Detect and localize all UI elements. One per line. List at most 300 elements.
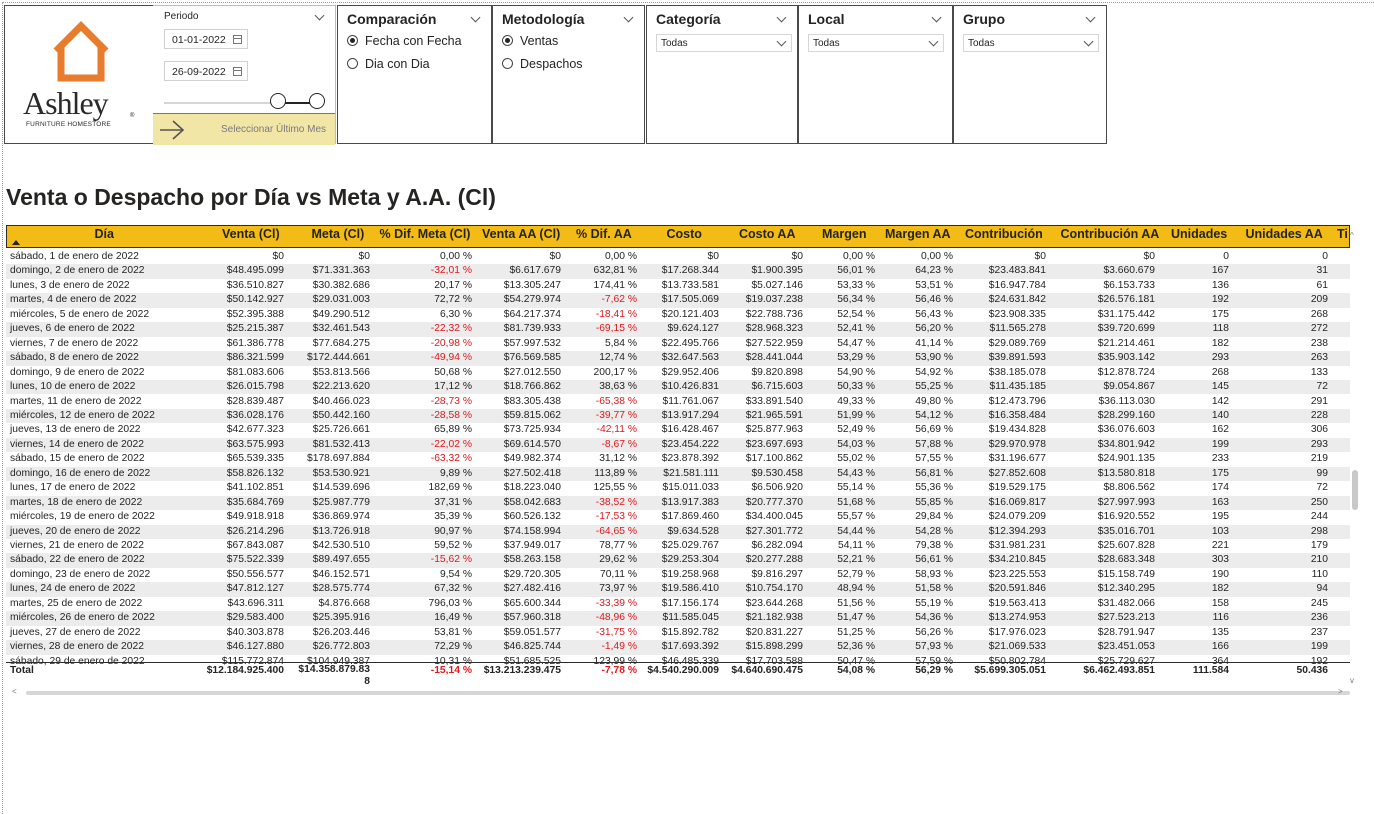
table-row[interactable] [6,640,1350,654]
chevron-down-icon[interactable] [315,11,325,21]
value-cell: 51,99 % [837,409,875,421]
value-cell: $115.772.874 [221,655,284,667]
value-cell: $34.210.845 [988,554,1046,566]
radio-selected-icon [347,35,358,46]
value-cell: $27.502.418 [503,467,561,479]
value-cell: $20.591.846 [988,583,1046,595]
value-cell: $36.510.827 [226,279,284,291]
value-cell: $16.358.484 [988,409,1046,421]
value-cell: $5.027.146 [751,279,803,291]
column-header[interactable]: Unidades [1171,227,1228,241]
value-cell: $25.029.767 [661,540,719,551]
value-cell: $36.028.176 [226,409,284,421]
value-cell: 55,19 % [915,597,953,609]
value-cell: 31,12 % [599,453,637,465]
value-cell: $13.305.247 [503,279,561,291]
value-cell: $9.820.898 [751,366,803,378]
table-row[interactable] [6,626,1350,640]
value-cell: $35.903.142 [1097,352,1155,364]
radio-unselected-icon [347,58,358,69]
periodo-slicer [153,5,336,144]
value-cell: -33,39 % [595,597,637,609]
value-cell: $3.660.679 [1103,265,1155,277]
value-cell: $17.693.392 [661,641,719,653]
day-cell: martes, 4 de enero de 2022 [10,294,137,306]
value-cell: 250 [1310,496,1328,508]
value-cell: 268 [1310,308,1328,320]
value-cell: $29.089.769 [988,337,1046,349]
value-cell: $34.400.045 [745,511,803,523]
value-cell: 199 [1310,641,1328,653]
value-cell: $27.301.772 [745,525,803,537]
value-cell: -15,62 % [430,554,472,566]
column-header[interactable]: Costo AA [739,227,796,241]
chevron-down-icon[interactable] [777,13,787,23]
value-cell: 228 [1310,409,1328,421]
value-cell: 29,84 % [915,511,953,523]
column-header[interactable]: % Dif. Meta (Cl) [379,227,471,241]
column-header[interactable]: % Dif. AA [576,227,632,241]
value-cell: 174 [1211,482,1229,494]
radio-unselected-icon [502,58,513,69]
scroll-up-arrow-icon[interactable]: ^ [1350,231,1354,240]
value-cell: $9.054.867 [1103,381,1155,393]
value-cell: $49.918.918 [226,511,284,523]
value-cell: $23.225.553 [988,568,1046,580]
value-cell: $25.729.627 [1097,655,1155,667]
day-cell: lunes, 10 de enero de 2022 [10,381,136,393]
value-cell: 133 [1310,366,1328,378]
day-cell: sábado, 8 de enero de 2022 [10,352,139,364]
value-cell: 12,74 % [599,352,637,364]
day-cell: domingo, 16 de enero de 2022 [10,467,151,479]
day-cell: jueves, 20 de enero de 2022 [10,525,141,537]
value-cell: 209 [1310,294,1328,306]
total-value-cell: $13.213.239.475 [483,665,561,676]
table-row[interactable] [6,525,1350,539]
table-row[interactable] [6,279,1350,293]
total-value-cell: 111.584 [1192,665,1229,676]
value-cell: -65,38 % [595,395,637,407]
table-row[interactable] [6,423,1350,437]
column-header[interactable]: Margen [822,227,867,241]
table-row[interactable] [6,308,1350,322]
value-cell: 236 [1310,612,1328,624]
value-cell: 268 [1211,366,1229,378]
value-cell: $11.761.067 [662,395,719,407]
value-cell: $6.715.603 [751,381,803,393]
total-value-cell: $4.540.290.009 [647,665,719,676]
total-value-cell: -15,14 % [430,665,472,676]
value-cell: $0 [272,251,284,262]
value-cell: $29.720.305 [503,568,561,580]
value-cell: $28.299.160 [1097,409,1155,421]
value-cell: $65.600.344 [503,597,561,609]
value-cell: 9,54 % [439,568,472,580]
value-cell: 57,55 % [915,453,953,465]
column-header[interactable]: Contribución [965,227,1043,241]
value-cell: -28,58 % [430,409,472,421]
value-cell: 51,68 % [837,496,875,508]
value-cell: -64,65 % [595,525,637,537]
column-header[interactable]: Costo [666,227,702,241]
value-cell: $6.617.679 [509,265,561,277]
value-cell: -8,67 % [601,438,637,450]
chevron-down-icon[interactable] [471,13,481,23]
value-cell: -20,98 % [430,337,472,349]
value-cell: $19.037.238 [745,294,803,306]
table-row[interactable] [6,351,1350,365]
chevron-down-icon [929,37,939,47]
table-row[interactable] [6,510,1350,524]
slider-end-handle[interactable] [309,93,325,109]
value-cell: $104.949.387 [307,655,370,667]
value-cell: $58.263.158 [503,554,561,566]
value-cell: $11.435.185 [989,381,1046,393]
value-cell: 54,03 % [837,438,875,450]
end-date-value: 26-09-2022 [172,66,226,78]
value-cell: $19.586.410 [661,583,719,595]
value-cell: $46.485.339 [661,655,719,667]
value-cell: $37.949.017 [503,540,561,551]
value-cell: $24.631.842 [988,294,1046,306]
value-cell: 293 [1211,352,1229,364]
value-cell: $46.127.880 [226,641,284,653]
column-header[interactable]: Contribución AA [1060,227,1160,241]
column-header[interactable]: Ti [1337,227,1348,241]
value-cell: 56,69 % [915,424,953,436]
column-header[interactable]: Meta (Cl) [311,227,365,241]
value-cell: 72,29 % [434,641,472,653]
value-cell: $39.720.699 [1097,323,1155,335]
value-cell: 50,68 % [434,366,472,378]
value-cell: 72 [1316,482,1328,494]
slider-start-handle[interactable] [270,93,286,109]
value-cell: $20.831.227 [745,626,803,638]
start-date-input[interactable] [164,29,248,49]
table-row[interactable] [6,452,1350,466]
table-row[interactable] [6,611,1350,625]
last-month-button[interactable] [153,113,335,145]
value-cell: -39,77 % [595,409,637,421]
table-row[interactable] [6,467,1350,481]
logo-registered-mark: ® [130,113,135,119]
categoria-dropdown[interactable] [656,34,792,52]
day-cell: martes, 25 de enero de 2022 [10,597,143,609]
value-cell: 54,28 % [915,525,953,537]
value-cell: $47.812.127 [226,583,284,595]
table-body[interactable] [6,250,1350,667]
value-cell: 175 [1211,308,1229,320]
value-cell: 49,33 % [837,395,875,407]
table-row[interactable] [6,438,1350,452]
horizontal-scrollbar[interactable] [26,691,1350,695]
column-header[interactable]: Día [94,227,114,241]
value-cell: $17.976.023 [988,626,1046,638]
total-value-cell: $12.184.925.400 [206,665,284,676]
scroll-right-arrow-icon[interactable]: > [1338,687,1343,696]
value-cell: $12.394.293 [988,525,1046,537]
value-cell: -42,11 % [596,424,637,436]
total-label: Total [10,665,34,676]
value-cell: $28.683.348 [1097,554,1155,566]
value-cell: $8.806.562 [1103,482,1155,494]
table-row[interactable] [6,409,1350,423]
value-cell: 135 [1211,626,1229,638]
value-cell: $35.016.701 [1097,525,1155,537]
value-cell: 140 [1211,409,1229,421]
value-cell: 55,85 % [915,496,953,508]
value-cell: $64.217.374 [503,308,561,320]
value-cell: $25.877.963 [745,424,803,436]
value-cell: $28.441.044 [745,352,803,364]
value-cell: $0 [1143,251,1155,262]
value-cell: 54,12 % [915,409,953,421]
value-cell: 192 [1211,294,1229,306]
value-cell: 175 [1211,467,1229,479]
day-cell: lunes, 3 de enero de 2022 [10,279,130,291]
value-cell: $17.703.588 [745,655,803,667]
day-cell: sábado, 15 de enero de 2022 [10,453,145,465]
value-cell: $0 [549,251,561,262]
value-cell: 55,02 % [837,453,875,465]
value-cell: $19.563.413 [988,597,1046,609]
table-row[interactable] [6,337,1350,351]
value-cell: $27.482.416 [503,583,561,595]
value-cell: $25.987.779 [312,496,370,508]
value-cell: $49.290.512 [312,308,370,320]
value-cell: 199 [1211,438,1229,450]
value-cell: 57,93 % [915,641,953,653]
calendar-icon[interactable] [233,67,242,76]
radio-label: Despachos [520,57,583,71]
value-cell: $76.569.585 [503,352,561,364]
value-cell: 163 [1211,496,1229,508]
value-cell: -32,01 % [430,265,472,277]
value-cell: 200,17 % [593,366,637,378]
value-cell: $35.684.769 [226,496,284,508]
value-cell: 5,84 % [604,337,637,349]
value-cell: 52,79 % [837,568,875,580]
total-value-cell: $4.640.690.475 [731,665,803,676]
value-cell: 237 [1310,626,1328,638]
value-cell: 219 [1310,453,1328,465]
last-month-label: Seleccionar Último Mes [221,124,327,135]
value-cell: 54,36 % [915,612,953,624]
table-row[interactable] [6,264,1350,278]
value-cell: 174,41 % [593,279,637,291]
table-row[interactable] [6,380,1350,394]
day-cell: miércoles, 19 de enero de 2022 [10,511,155,523]
value-cell: -22,02 % [430,438,472,450]
value-cell: 142 [1211,395,1229,407]
end-date-input[interactable] [164,61,248,81]
value-cell: $31.175.442 [1097,308,1155,320]
table-row[interactable] [6,322,1350,336]
table-row[interactable] [6,568,1350,582]
value-cell: 59,52 % [434,540,472,551]
value-cell: $26.772.803 [312,641,370,653]
total-value-cell: 50.436 [1296,665,1328,676]
value-cell: 55,36 % [915,482,953,494]
value-cell: $17.869.460 [661,511,719,523]
value-cell: -63,32 % [430,453,472,465]
value-cell: 244 [1310,511,1328,523]
grupo-dropdown[interactable] [963,34,1099,52]
value-cell: 79,38 % [915,540,953,551]
value-cell: 116 [1212,612,1229,624]
value-cell: $13.726.918 [312,525,370,537]
table-row[interactable] [6,582,1350,596]
value-cell: -18,41 % [595,308,637,320]
value-cell: -31,75 % [595,626,637,638]
value-cell: $17.156.174 [661,597,719,609]
canvas-border-top [2,2,1374,3]
value-cell: $26.015.798 [226,381,284,393]
radio-despachos[interactable] [502,57,583,71]
value-cell: 31 [1316,265,1328,277]
value-cell: 35,39 % [434,511,472,523]
chevron-down-icon[interactable] [1086,13,1096,23]
radio-dia-con-dia[interactable] [347,57,430,71]
value-cell: $31.981.231 [988,540,1046,551]
value-cell: -17,53 % [595,511,637,523]
value-cell: 52,36 % [837,641,875,653]
categoria-title: Categoría [656,11,721,27]
chevron-down-icon[interactable] [932,13,942,23]
value-cell: 162 [1211,424,1229,436]
value-cell: 17,12 % [434,381,472,393]
value-cell: 0 [1322,251,1328,262]
value-cell: $6.282.094 [751,540,803,551]
value-cell: 56,81 % [915,467,953,479]
value-cell: 233 [1211,453,1229,465]
value-cell: 136 [1211,279,1229,291]
value-cell: $89.497.655 [312,554,370,566]
value-cell: $29.970.978 [988,438,1046,450]
local-slicer [798,5,953,144]
value-cell: 245 [1310,597,1328,609]
value-cell: $15.898.299 [745,641,803,653]
value-cell: $23.644.268 [745,597,803,609]
radio-fecha-con-fecha[interactable] [347,34,462,48]
value-cell: -49,94 % [430,352,472,364]
value-cell: 90,97 % [434,525,472,537]
value-cell: 49,80 % [915,395,953,407]
value-cell: 54,47 % [837,337,875,349]
value-cell: $19.434.828 [988,424,1046,436]
value-cell: 67,32 % [434,583,472,595]
value-cell: 179 [1310,540,1328,551]
value-cell: $25.607.828 [1097,540,1155,551]
value-cell: $29.952.406 [661,366,719,378]
value-cell: $63.575.993 [226,438,284,450]
table-row[interactable] [6,293,1350,307]
value-cell: 55,57 % [837,511,875,523]
value-cell: $9.624.127 [667,323,719,335]
value-cell: $42.530.510 [312,540,370,551]
table-row[interactable] [6,553,1350,567]
table-row[interactable] [6,496,1350,510]
value-cell: 56,43 % [915,308,953,320]
value-cell: $59.051.577 [503,626,561,638]
scroll-down-arrow-icon[interactable]: v [1350,676,1354,685]
column-header[interactable]: Venta (Cl) [222,227,280,241]
value-cell: $39.891.593 [988,352,1046,364]
column-header[interactable]: Venta AA (Cl) [482,227,561,241]
value-cell: 158 [1211,597,1229,609]
day-cell: sábado, 29 de enero de 2022 [10,655,145,667]
value-cell: $21.069.533 [988,641,1046,653]
value-cell: $22.788.736 [745,308,803,320]
value-cell: $34.801.942 [1097,438,1155,450]
value-cell: $23.697.693 [745,438,803,450]
vertical-scrollbar[interactable] [1352,470,1358,510]
value-cell: $27.012.550 [503,366,561,378]
logo-name: Ashley [23,85,108,121]
grupo-slicer [953,5,1107,144]
value-cell: $58.826.132 [226,467,284,479]
value-cell: 632,81 % [593,265,637,277]
table-row[interactable] [6,395,1350,409]
column-header[interactable]: Margen AA [885,227,951,241]
table-row[interactable] [6,539,1350,553]
chevron-down-icon[interactable] [624,13,634,23]
value-cell: $40.303.878 [226,626,284,638]
local-dropdown[interactable] [808,34,944,52]
value-cell: 364 [1211,655,1229,667]
value-cell: $13.580.818 [1097,467,1155,479]
value-cell: $1.900.395 [751,265,803,277]
arrow-right-icon [158,119,186,141]
value-cell: $74.158.994 [503,525,561,537]
value-cell: $0 [358,251,370,262]
value-cell: $32.647.563 [661,352,719,364]
calendar-icon[interactable] [233,35,242,44]
value-cell: $59.815.062 [503,409,561,421]
radio-label: Ventas [520,34,559,48]
day-cell: viernes, 21 de enero de 2022 [10,540,144,551]
value-cell: $15.158.749 [1097,568,1155,580]
value-cell: $77.684.275 [312,337,370,349]
value-cell: $22.495.766 [661,337,719,349]
value-cell: $21.965.591 [745,409,803,421]
value-cell: -69,15 % [595,323,637,335]
value-cell: $51.685.525 [503,655,561,667]
table-row[interactable] [6,366,1350,380]
value-cell: $42.677.323 [226,424,284,436]
table-row[interactable] [6,250,1350,264]
value-cell: $46.152.571 [312,568,370,580]
value-cell: $17.505.069 [661,294,719,306]
value-cell: 52,41 % [837,323,875,335]
value-cell: -7,62 % [601,294,637,306]
table-row[interactable] [6,597,1350,611]
value-cell: $26.576.181 [1097,294,1155,306]
day-cell: martes, 11 de enero de 2022 [10,395,142,407]
scroll-left-arrow-icon[interactable]: < [12,687,17,696]
report-title: Venta o Despacho por Día vs Meta y A.A. (Cl) [6,184,496,210]
value-cell: $71.331.363 [312,265,370,277]
column-header[interactable]: Unidades AA [1245,227,1323,241]
day-cell: miércoles, 26 de enero de 2022 [10,612,155,624]
value-cell: $25.726.661 [312,424,370,436]
value-cell: 54,43 % [837,467,875,479]
radio-ventas[interactable] [502,34,558,48]
value-cell: $27.997.993 [1097,496,1155,508]
table-row[interactable] [6,481,1350,495]
sort-ascending-icon[interactable] [12,240,20,245]
